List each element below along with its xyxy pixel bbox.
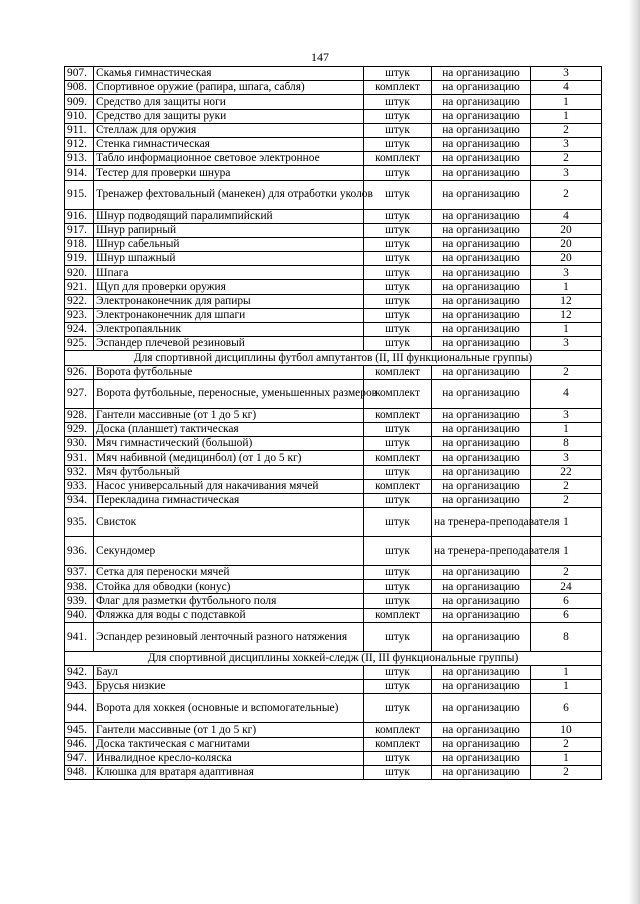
distribution: на организацию — [432, 266, 531, 280]
item-name: Средство для защиты ноги — [94, 95, 364, 109]
unit-of-measure: штук — [364, 109, 432, 123]
unit-of-measure: комплект — [364, 408, 432, 422]
quantity: 1 — [531, 280, 602, 294]
table-row — [65, 294, 602, 308]
distribution: на организацию — [432, 680, 531, 694]
quantity: 2 — [531, 765, 602, 779]
section-title: Для спортивной дисциплины хоккей-следж (II, III функциональные группы) — [65, 651, 602, 665]
distribution: на организацию — [432, 365, 531, 379]
table-row — [65, 765, 602, 779]
quantity: 8 — [531, 437, 602, 451]
unit-of-measure: штук — [364, 580, 432, 594]
table-row — [65, 209, 602, 223]
item-number: 915. — [65, 180, 94, 209]
item-number: 920. — [65, 266, 94, 280]
distribution: на организацию — [432, 493, 531, 507]
quantity: 1 — [531, 109, 602, 123]
item-number: 908. — [65, 81, 94, 95]
item-name: Тестер для проверки шнура — [94, 166, 364, 180]
item-name: Фляжка для воды с подставкой — [94, 608, 364, 622]
quantity: 2 — [531, 479, 602, 493]
unit-of-measure: штук — [364, 280, 432, 294]
table-row — [65, 81, 602, 95]
quantity: 3 — [531, 67, 602, 81]
unit-of-measure: штук — [364, 308, 432, 322]
item-name: Доска (планшет) тактическая — [94, 422, 364, 436]
item-number: 918. — [65, 237, 94, 251]
table-row — [65, 252, 602, 266]
item-name: Секундомер — [94, 537, 364, 566]
quantity: 2 — [531, 566, 602, 580]
distribution: на организацию — [432, 479, 531, 493]
distribution: на организацию — [432, 422, 531, 436]
table-row — [65, 123, 602, 137]
table-row — [65, 266, 602, 280]
item-name: Гантели массивные (от 1 до 5 кг) — [94, 723, 364, 737]
item-number: 921. — [65, 280, 94, 294]
item-name: Шнур рапирный — [94, 223, 364, 237]
quantity: 3 — [531, 451, 602, 465]
distribution: на тренера-преподавателя — [432, 508, 531, 537]
unit-of-measure: штук — [364, 223, 432, 237]
item-number: 934. — [65, 493, 94, 507]
table-row — [65, 594, 602, 608]
table-row — [65, 622, 602, 651]
quantity: 3 — [531, 266, 602, 280]
quantity: 12 — [531, 308, 602, 322]
distribution: на организацию — [432, 123, 531, 137]
table-row — [65, 680, 602, 694]
quantity: 1 — [531, 666, 602, 680]
item-number: 914. — [65, 166, 94, 180]
item-name: Ворота футбольные — [94, 365, 364, 379]
unit-of-measure: комплект — [364, 152, 432, 166]
scan-edge-shadow — [628, 0, 640, 904]
unit-of-measure: штук — [364, 765, 432, 779]
table-row — [65, 422, 602, 436]
distribution: на организацию — [432, 694, 531, 723]
item-number: 926. — [65, 365, 94, 379]
table-row — [65, 751, 602, 765]
distribution: на организацию — [432, 137, 531, 151]
item-number: 912. — [65, 137, 94, 151]
item-name: Скамья гимнастическая — [94, 67, 364, 81]
quantity: 1 — [531, 537, 602, 566]
unit-of-measure: штук — [364, 209, 432, 223]
distribution: на организацию — [432, 566, 531, 580]
distribution: на организацию — [432, 166, 531, 180]
item-number: 941. — [65, 622, 94, 651]
quantity: 2 — [531, 365, 602, 379]
distribution: на организацию — [432, 580, 531, 594]
quantity: 24 — [531, 580, 602, 594]
item-name: Электронаконечник для шпаги — [94, 308, 364, 322]
distribution: на организацию — [432, 109, 531, 123]
item-name: Мяч набивной (медицинбол) (от 1 до 5 кг) — [94, 451, 364, 465]
unit-of-measure: штук — [364, 622, 432, 651]
quantity: 2 — [531, 152, 602, 166]
unit-of-measure: штук — [364, 95, 432, 109]
section-title: Для спортивной дисциплины футбол ампутантов (II, III функциональные группы) — [65, 351, 602, 365]
item-number: 938. — [65, 580, 94, 594]
unit-of-measure: штук — [364, 323, 432, 337]
unit-of-measure: комплект — [364, 723, 432, 737]
item-name: Доска тактическая с магнитами — [94, 737, 364, 751]
table-row — [65, 451, 602, 465]
table-row — [65, 137, 602, 151]
item-name: Перекладина гимнастическая — [94, 493, 364, 507]
table-row — [65, 308, 602, 322]
unit-of-measure: штук — [364, 437, 432, 451]
item-number: 943. — [65, 680, 94, 694]
table-row — [65, 493, 602, 507]
distribution: на организацию — [432, 666, 531, 680]
item-number: 927. — [65, 379, 94, 408]
item-name: Табло информационное световое электронное — [94, 152, 364, 166]
quantity: 10 — [531, 723, 602, 737]
item-number: 928. — [65, 408, 94, 422]
quantity: 6 — [531, 608, 602, 622]
table-row — [65, 723, 602, 737]
table-row — [65, 737, 602, 751]
unit-of-measure: штук — [364, 337, 432, 351]
item-number: 907. — [65, 67, 94, 81]
item-name: Гантели массивные (от 1 до 5 кг) — [94, 408, 364, 422]
item-number: 940. — [65, 608, 94, 622]
unit-of-measure: штук — [364, 493, 432, 507]
table-row — [65, 223, 602, 237]
unit-of-measure: комплект — [364, 737, 432, 751]
item-number: 942. — [65, 666, 94, 680]
table-row — [65, 537, 602, 566]
item-name: Ворота футбольные, переносные, уменьшенных размеров — [94, 379, 364, 408]
item-number: 919. — [65, 252, 94, 266]
quantity: 8 — [531, 622, 602, 651]
unit-of-measure: штук — [364, 680, 432, 694]
item-number: 944. — [65, 694, 94, 723]
table-row — [65, 152, 602, 166]
item-name: Брусья низкие — [94, 680, 364, 694]
distribution: на организацию — [432, 723, 531, 737]
item-number: 925. — [65, 337, 94, 351]
item-name: Свисток — [94, 508, 364, 537]
table-row — [65, 408, 602, 422]
distribution: на организацию — [432, 337, 531, 351]
unit-of-measure: комплект — [364, 608, 432, 622]
item-name: Стеллаж для оружия — [94, 123, 364, 137]
item-name: Тренажер фехтовальный (манекен) для отработки уколов — [94, 180, 364, 209]
unit-of-measure: штук — [364, 137, 432, 151]
distribution: на организацию — [432, 67, 531, 81]
item-number: 922. — [65, 294, 94, 308]
item-number: 923. — [65, 308, 94, 322]
quantity: 1 — [531, 751, 602, 765]
unit-of-measure: штук — [364, 237, 432, 251]
table-row — [65, 608, 602, 622]
unit-of-measure: штук — [364, 422, 432, 436]
item-number: 948. — [65, 765, 94, 779]
item-name: Электронаконечник для рапиры — [94, 294, 364, 308]
distribution: на организацию — [432, 252, 531, 266]
unit-of-measure: штук — [364, 566, 432, 580]
unit-of-measure: комплект — [364, 479, 432, 493]
quantity: 12 — [531, 294, 602, 308]
table-row — [65, 379, 602, 408]
unit-of-measure: штук — [364, 594, 432, 608]
quantity: 3 — [531, 408, 602, 422]
table-row — [65, 580, 602, 594]
distribution: на организацию — [432, 751, 531, 765]
distribution: на организацию — [432, 152, 531, 166]
quantity: 3 — [531, 337, 602, 351]
quantity: 1 — [531, 508, 602, 537]
item-number: 910. — [65, 109, 94, 123]
table-row — [65, 166, 602, 180]
item-number: 929. — [65, 422, 94, 436]
section-header-row — [65, 651, 602, 665]
item-name: Электропаяльник — [94, 323, 364, 337]
table-row — [65, 508, 602, 537]
unit-of-measure: штук — [364, 67, 432, 81]
item-name: Инвалидное кресло-коляска — [94, 751, 364, 765]
unit-of-measure: штук — [364, 294, 432, 308]
unit-of-measure: штук — [364, 694, 432, 723]
item-name: Мяч гимнастический (большой) — [94, 437, 364, 451]
equipment-table — [64, 66, 602, 780]
table-row — [65, 479, 602, 493]
unit-of-measure: штук — [364, 123, 432, 137]
unit-of-measure: комплект — [364, 81, 432, 95]
item-number: 932. — [65, 465, 94, 479]
unit-of-measure: штук — [364, 537, 432, 566]
item-number: 945. — [65, 723, 94, 737]
quantity: 3 — [531, 166, 602, 180]
table-row — [65, 95, 602, 109]
table-row — [65, 237, 602, 251]
unit-of-measure: штук — [364, 266, 432, 280]
item-name: Эспандер плечевой резиновый — [94, 337, 364, 351]
unit-of-measure: штук — [364, 508, 432, 537]
quantity: 4 — [531, 81, 602, 95]
item-number: 935. — [65, 508, 94, 537]
item-name: Баул — [94, 666, 364, 680]
item-name: Шнур сабельный — [94, 237, 364, 251]
item-number: 933. — [65, 479, 94, 493]
table-row — [65, 337, 602, 351]
section-header-row — [65, 351, 602, 365]
distribution: на организацию — [432, 308, 531, 322]
item-number: 911. — [65, 123, 94, 137]
distribution: на организацию — [432, 237, 531, 251]
distribution: на организацию — [432, 280, 531, 294]
item-number: 909. — [65, 95, 94, 109]
item-number: 917. — [65, 223, 94, 237]
distribution: на организацию — [432, 209, 531, 223]
distribution: на организацию — [432, 465, 531, 479]
item-name: Сетка для переноски мячей — [94, 566, 364, 580]
distribution: на организацию — [432, 408, 531, 422]
table-row — [65, 694, 602, 723]
distribution: на организацию — [432, 451, 531, 465]
item-name: Шпага — [94, 266, 364, 280]
item-name: Средство для защиты руки — [94, 109, 364, 123]
quantity: 20 — [531, 237, 602, 251]
item-name: Шнур подводящий паралимпийский — [94, 209, 364, 223]
distribution: на организацию — [432, 323, 531, 337]
item-name: Щуп для проверки оружия — [94, 280, 364, 294]
table-row — [65, 280, 602, 294]
unit-of-measure: штук — [364, 666, 432, 680]
distribution: на организацию — [432, 608, 531, 622]
quantity: 2 — [531, 737, 602, 751]
unit-of-measure: комплект — [364, 365, 432, 379]
distribution: на организацию — [432, 622, 531, 651]
table-row — [65, 566, 602, 580]
item-name: Спортивное оружие (рапира, шпага, сабля) — [94, 81, 364, 95]
quantity: 1 — [531, 422, 602, 436]
item-number: 937. — [65, 566, 94, 580]
item-name: Стойка для обводки (конус) — [94, 580, 364, 594]
item-name: Клюшка для вратаря адаптивная — [94, 765, 364, 779]
distribution: на организацию — [432, 223, 531, 237]
distribution: на организацию — [432, 95, 531, 109]
item-name: Насос универсальный для накачивания мячей — [94, 479, 364, 493]
item-name: Мяч футбольный — [94, 465, 364, 479]
table-row — [65, 465, 602, 479]
quantity: 2 — [531, 123, 602, 137]
table-row — [65, 666, 602, 680]
quantity: 1 — [531, 95, 602, 109]
unit-of-measure: комплект — [364, 451, 432, 465]
item-name: Эспандер резиновый ленточный разного натяжения — [94, 622, 364, 651]
distribution: на организацию — [432, 379, 531, 408]
distribution: на организацию — [432, 737, 531, 751]
table-row — [65, 437, 602, 451]
item-name: Стенка гимнастическая — [94, 137, 364, 151]
quantity: 6 — [531, 594, 602, 608]
item-name: Шнур шпажный — [94, 252, 364, 266]
unit-of-measure: штук — [364, 166, 432, 180]
item-number: 947. — [65, 751, 94, 765]
quantity: 2 — [531, 493, 602, 507]
unit-of-measure: комплект — [364, 379, 432, 408]
item-number: 931. — [65, 451, 94, 465]
table-row — [65, 109, 602, 123]
distribution: на организацию — [432, 437, 531, 451]
quantity: 1 — [531, 680, 602, 694]
item-number: 913. — [65, 152, 94, 166]
table-row — [65, 323, 602, 337]
table-row — [65, 180, 602, 209]
quantity: 3 — [531, 137, 602, 151]
distribution: на организацию — [432, 180, 531, 209]
quantity: 20 — [531, 223, 602, 237]
item-number: 946. — [65, 737, 94, 751]
item-number: 930. — [65, 437, 94, 451]
distribution: на тренера-преподавателя — [432, 537, 531, 566]
unit-of-measure: штук — [364, 751, 432, 765]
quantity: 2 — [531, 180, 602, 209]
quantity: 20 — [531, 252, 602, 266]
item-number: 916. — [65, 209, 94, 223]
distribution: на организацию — [432, 594, 531, 608]
quantity: 4 — [531, 209, 602, 223]
distribution: на организацию — [432, 81, 531, 95]
quantity: 6 — [531, 694, 602, 723]
table-row — [65, 67, 602, 81]
table-row — [65, 365, 602, 379]
item-number: 924. — [65, 323, 94, 337]
page-number: 147 — [311, 50, 329, 64]
item-number: 939. — [65, 594, 94, 608]
item-name: Ворота для хоккея (основные и вспомогательные) — [94, 694, 364, 723]
item-name: Флаг для разметки футбольного поля — [94, 594, 364, 608]
item-number: 936. — [65, 537, 94, 566]
distribution: на организацию — [432, 765, 531, 779]
quantity: 1 — [531, 323, 602, 337]
unit-of-measure: штук — [364, 465, 432, 479]
distribution: на организацию — [432, 294, 531, 308]
quantity: 4 — [531, 379, 602, 408]
quantity: 22 — [531, 465, 602, 479]
unit-of-measure: штук — [364, 180, 432, 209]
unit-of-measure: штук — [364, 252, 432, 266]
